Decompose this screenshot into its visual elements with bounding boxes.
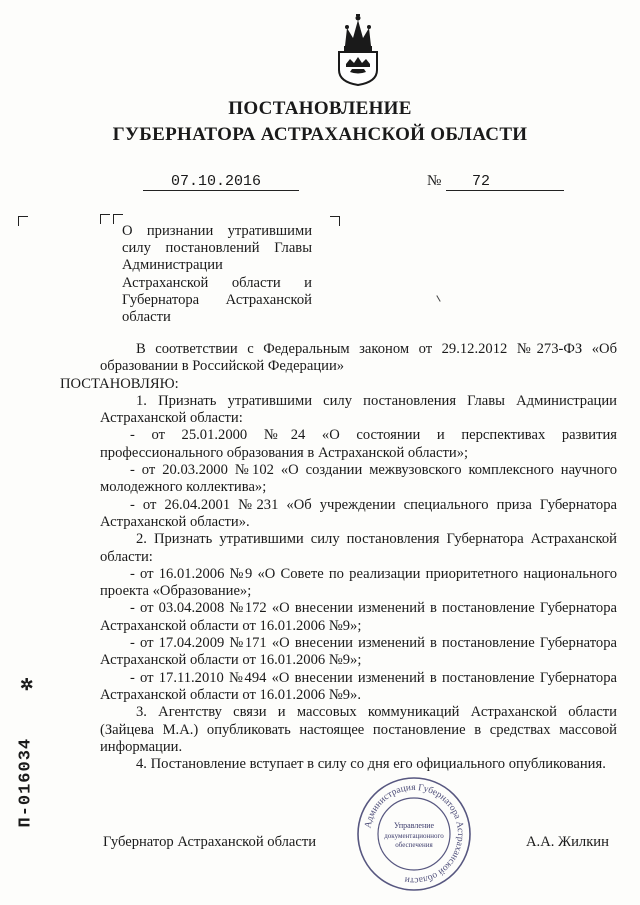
clause-2-item: - от 17.11.2010 №494 «О внесении изменений в постановление Губернатора Астраханской области от 16.01.2006 №9».: [100, 669, 617, 703]
scan-speck: [436, 295, 440, 302]
corner-mark-subject-left: [100, 214, 110, 224]
number-line: [446, 172, 564, 191]
document-issuer: ГУБЕРНАТОРА АСТРАХАНСКОЙ ОБЛАСТИ: [112, 124, 528, 145]
corner-mark-subject-right: [330, 216, 340, 226]
official-stamp-seal: [355, 775, 473, 893]
decree-date: 07.10.2016: [171, 173, 262, 190]
clause-2-item: - от 03.04.2008 №172 «О внесении изменений в постановление Губернатора Астраханской области от 16.01.2006 №9»;: [100, 600, 617, 634]
number-sign: №: [427, 173, 442, 189]
corner-mark-left: [18, 216, 28, 226]
clause-1: 1. Признать утратившими силу постановления Главы Администрации Астраханской области:: [100, 392, 617, 427]
coat-of-arms-emblem: [331, 14, 385, 86]
clause-2-item: - от 17.04.2009 №171 «О внесении изменений в постановление Губернатора Астраханской области от 16.01.2006 №9»;: [100, 635, 617, 669]
decree-number: 72: [472, 173, 491, 190]
crown-icon: [344, 14, 372, 51]
stamp-center-line: документационного: [384, 832, 444, 840]
document-title: ПОСТАНОВЛЕНИЕ: [228, 98, 412, 119]
clause-2-item: - от 16.01.2006 №9 «О Совете по реализации приоритетного национального проекта «Образование»;: [100, 565, 617, 600]
registration-code: П-016034: [16, 737, 36, 828]
clause-1-item: - от 26.04.2001 №231 «Об учреждении специального приза Губернатора Астраханской области».: [100, 496, 617, 530]
stamp-ring-text: Администрация Губернатора Астраханской области: [363, 782, 466, 886]
clause-2: 2. Признать утратившими силу постановления Губернатора Астраханской области:: [100, 531, 617, 565]
asterisk-mark-icon: ✲: [20, 677, 34, 694]
decree-subject: О признании утратившими силу постановлений Главы Администрации Астраханской области и Губернатора Астраханской области: [122, 223, 312, 326]
decree-word: ПОСТАНОВЛЯЮ:: [60, 375, 179, 392]
signatory-name: А.А. Жилкин: [526, 834, 609, 850]
preamble: В соответствии с Федеральным законом от 29.12.2012 №273-ФЗ «Об образовании в Российской Федерации»: [100, 341, 617, 375]
stamp-center-line: обеспечения: [395, 841, 433, 849]
clause-1-item: - от 20.03.2000 №102 «О создании межвузовского комплексного научного молодежного коллектива»;: [100, 462, 617, 496]
clause-3: 3. Агентству связи и массовых коммуникаций Астраханской области (Зайцева М.А.) опубликовать настоящее постановление в средствах массовой информации.: [100, 704, 617, 755]
signatory-position: Губернатор Астраханской области: [103, 834, 317, 850]
decree-body: [60, 341, 617, 773]
clause-1-item: - от 25.01.2000 №24 «О состоянии и перспективах развития профессионального образования в Астраханской области»;: [100, 427, 617, 461]
shield-icon: [339, 52, 377, 85]
clause-4: 4. Постановление вступает в силу со дня его официального опубликования.: [136, 756, 606, 773]
stamp-center-line: Управление: [393, 821, 435, 830]
